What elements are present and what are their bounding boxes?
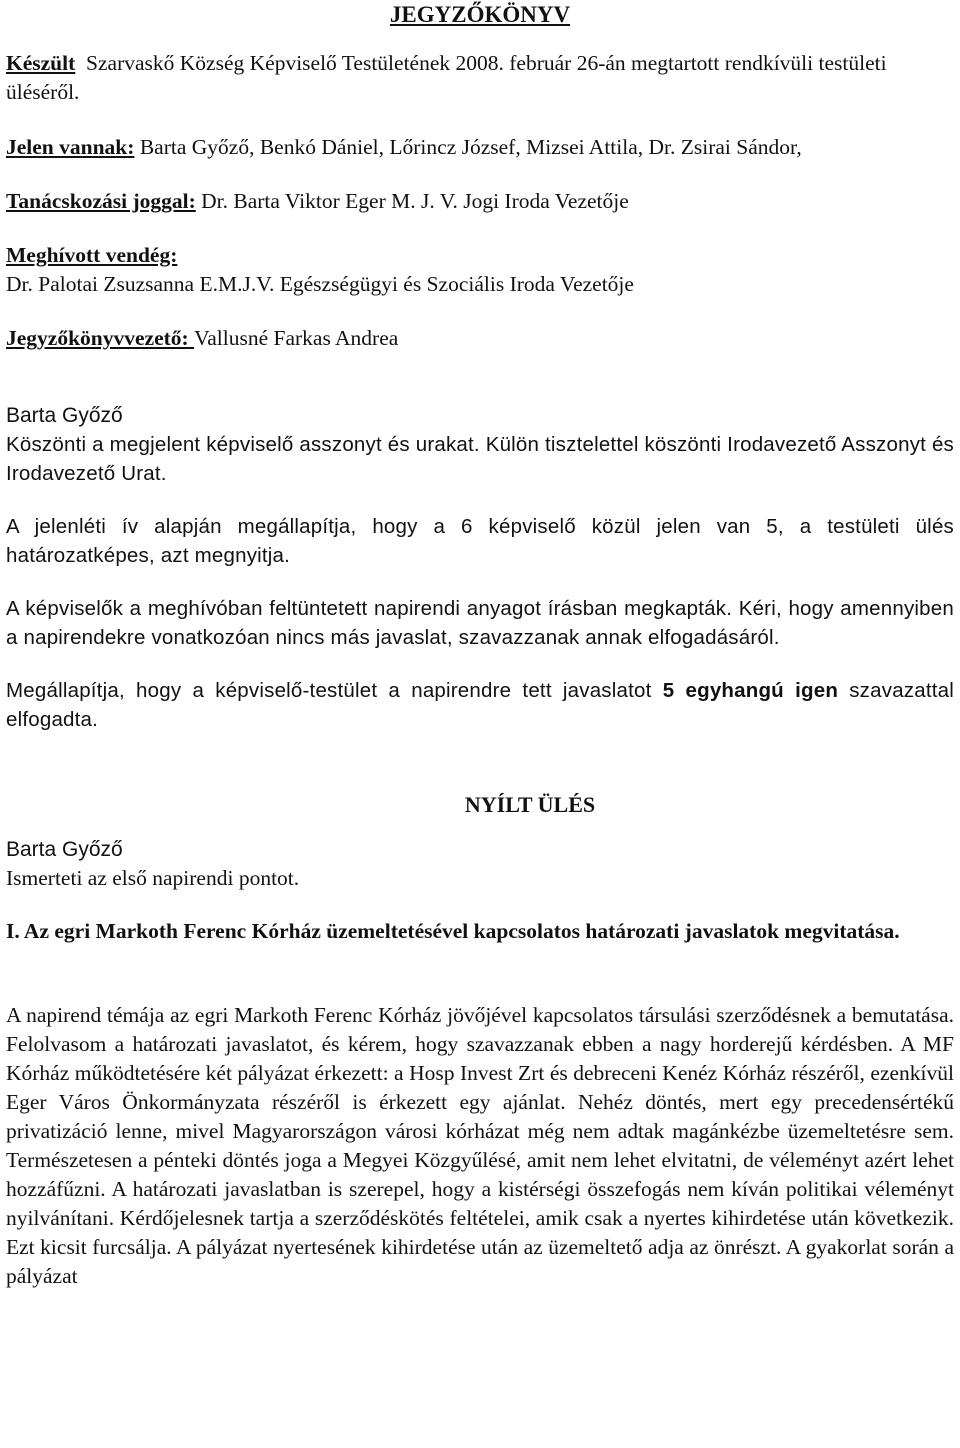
open-session-heading: NYÍLT ÜLÉS: [464, 792, 596, 817]
opening-quorum: A jelenléti ív alapján megállapítja, hogy a 6 képviselő közül jelen van 5, a testületi ülés határozatképes, azt megnyitja.: [6, 515, 954, 567]
vote-after: szavazattal elfogadta.: [6, 679, 954, 731]
opening-speaker: Barta Győző: [6, 404, 123, 427]
recorder-label: Jegyzőkönyvvezető:: [6, 326, 195, 350]
invited-text: Dr. Palotai Zsuzsanna E.M.J.V. Egészségügyi és Szociális Iroda Vezetője: [6, 272, 634, 296]
invited-label: Meghívott vendég:: [6, 243, 178, 267]
opening-vote: [6, 676, 954, 734]
vote-result: 5 egyhangú igen: [662, 679, 839, 702]
recorder-text: Vallusné Farkas Andrea: [194, 326, 399, 350]
present-text: Barta Győző, Benkó Dániel, Lőrincz József, Mizsei Attila, Dr. Zsirai Sándor,: [134, 135, 802, 159]
opening-agenda: A képviselők a meghívóban feltüntetett napirendi anyagot írásban megkapták. Kéri, hogy amennyiben a napirendekre vonatkozóan nincs más javaslat, szavazzanak annak elfogadásáról.: [6, 597, 954, 649]
made-paragraph: [6, 49, 954, 107]
open-session-intro: Ismerteti az első napirendi pontot.: [6, 866, 300, 890]
recorder-paragraph: [6, 324, 954, 353]
made-label: Készült: [6, 51, 76, 75]
document-page: [6, 0, 954, 1291]
advisory-paragraph: [6, 187, 954, 216]
document-title: JEGYZŐKÖNYV: [389, 2, 571, 27]
advisory-label: Tanácskozási joggal:: [6, 189, 196, 213]
advisory-text: Dr. Barta Viktor Eger M. J. V. Jogi Iroda Vezetője: [195, 189, 629, 213]
agenda-item-heading: I. Az egri Markoth Ferenc Kórház üzemeltetésével kapcsolatos határozati javaslatok megvitatása.: [6, 919, 900, 943]
made-text: Szarvaskő Község Képviselő Testületének 2008. február 26-án megtartott rendkívüli testületi üléséről.: [6, 51, 887, 104]
vote-before: Megállapítja, hogy a képviselő-testület a napirendre tett javaslatot: [6, 679, 663, 702]
agenda-item-body: A napirend témája az egri Markoth Ferenc Kórház jövőjével kapcsolatos társulási szerződésnek a bemutatása. Felolvasom a határozati javaslatot, és kérem, hogy szavazzanak ebben a nagy horderejű kérdésben. A MF Kórház működtetésére két pályázat érkezett: a Hosp Invest Zrt és debreceni Kenéz Kórház részéről, ezenkívül Eger Város Önkormányzata részéről is érkezett egy ajánlat. Nehéz döntés, mert egy precedensértékű privatizáció lenne, mivel Magyarországon városi kórházat még nem adtak magánkézbe üzemeltetésre sem. Természetesen a pénteki döntés joga a Megyei Közgyűlésé, amit nem lehet elvitatni, de véleményt azért lehet hozzáfűzni. A határozati javaslatban is szerepel, hogy a kistérségi összefogás nem kíván politikai véleményt nyilvánítani. Kérdőjelesnek tartja a szerződéskötés feltételei, amik csak a nyertes kihirdetése után következik. Ezt kicsit furcsálja. A pályázat nyertesének kihirdetése után az üzemeltető adja az önrészt. A gyakorlat során a pályázat: [6, 1003, 954, 1288]
present-label: Jelen vannak:: [6, 135, 135, 159]
opening-greeting: Köszönti a megjelent képviselő asszonyt és urakat. Külön tisztelettel köszönti Irodavezető Asszonyt és Irodavezető Urat.: [6, 433, 954, 485]
open-session-speaker: Barta Győző: [6, 838, 123, 861]
present-paragraph: [6, 133, 954, 162]
